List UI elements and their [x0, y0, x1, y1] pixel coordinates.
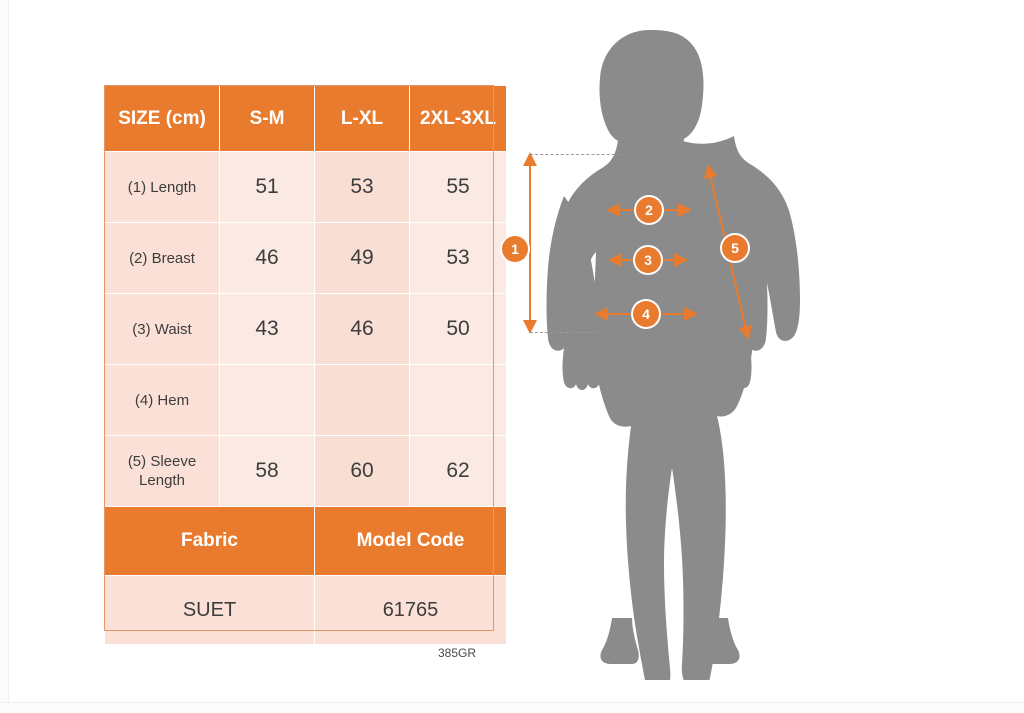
cell-length-l-xl: 53	[315, 152, 410, 223]
header-l-xl: L-XL	[315, 86, 410, 152]
table-row	[105, 223, 507, 294]
guide-line-bottom	[530, 332, 598, 333]
table-footer-header-row	[105, 507, 507, 576]
table-footer-value-row	[105, 576, 507, 645]
footer-value-fabric: SUET	[105, 576, 315, 645]
table-row	[105, 365, 507, 436]
footer-header-model-code: Model Code	[315, 507, 507, 576]
table-row	[105, 294, 507, 365]
page-bottom-edge	[0, 702, 1024, 713]
row-label-waist: (3) Waist	[105, 294, 220, 365]
row-label-breast: (2) Breast	[105, 223, 220, 294]
cell-sleeve-2xl-3xl: 62	[410, 436, 507, 507]
cell-waist-l-xl: 46	[315, 294, 410, 365]
header-2xl-3xl: 2XL-3XL	[410, 86, 507, 152]
cell-hem-2xl-3xl	[410, 365, 507, 436]
cell-length-s-m: 51	[220, 152, 315, 223]
model-figure	[500, 20, 920, 680]
weight-note: 385GR	[438, 646, 477, 660]
marker-badge-3: 3	[635, 247, 661, 273]
marker-badge-1: 1	[502, 236, 528, 262]
cell-length-2xl-3xl: 55	[410, 152, 507, 223]
row-label-length: (1) Length	[105, 152, 220, 223]
cell-hem-s-m	[220, 365, 315, 436]
cell-waist-s-m: 43	[220, 294, 315, 365]
header-s-m: S-M	[220, 86, 315, 152]
footer-value-model-code: 61765	[315, 576, 507, 645]
cell-breast-l-xl: 49	[315, 223, 410, 294]
cell-hem-l-xl	[315, 365, 410, 436]
marker-badge-5: 5	[722, 235, 748, 261]
table-header-row	[105, 86, 507, 152]
size-table	[104, 85, 507, 645]
table-row	[105, 152, 507, 223]
row-label-hem: (4) Hem	[105, 365, 220, 436]
marker-badge-2: 2	[636, 197, 662, 223]
page-left-edge	[0, 0, 9, 713]
cell-breast-2xl-3xl: 53	[410, 223, 507, 294]
cell-sleeve-s-m: 58	[220, 436, 315, 507]
cell-waist-2xl-3xl: 50	[410, 294, 507, 365]
row-label-sleeve-length: (5) Sleeve Length	[105, 436, 220, 507]
footer-header-fabric: Fabric	[105, 507, 315, 576]
marker-badge-4: 4	[633, 301, 659, 327]
measurement-lines	[500, 20, 920, 680]
cell-breast-s-m: 46	[220, 223, 315, 294]
table-row	[105, 436, 507, 507]
header-size: SIZE (cm)	[105, 86, 220, 152]
guide-line-top	[530, 154, 620, 155]
cell-sleeve-l-xl: 60	[315, 436, 410, 507]
